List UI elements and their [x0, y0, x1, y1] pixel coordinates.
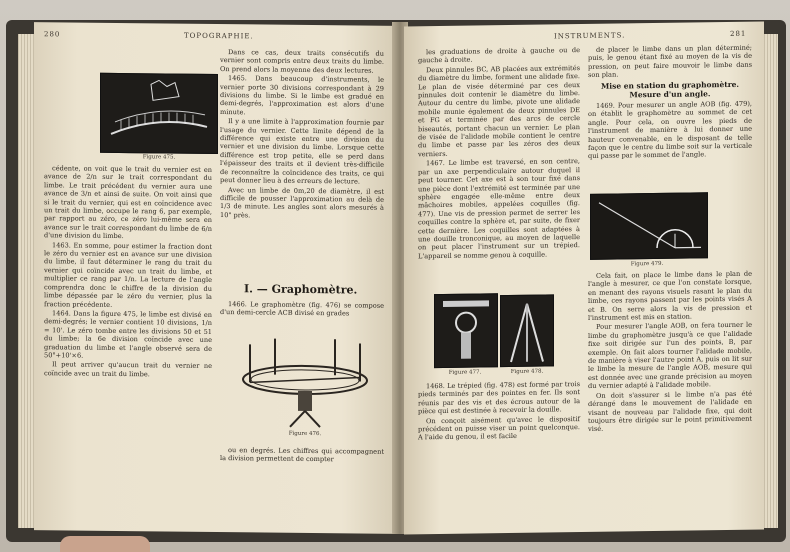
figure-475-caption: Figure 475. [142, 154, 176, 161]
paragraph: 1463. En somme, pour estimer la fraction dont le zéro du vernier est en avance sur une division du limbe, il faut déterminer le rang du trait du vernier qui coïncide avec un trait du limbe, et multiplier ce rang par 1/n. La lecture de l'angle comprendra donc le chiffre de la division du limbe dépassée par le zéro du vernier, plus la fraction précédente. [44, 240, 212, 309]
figure-478-trepied [500, 294, 554, 367]
right-column-2 [588, 100, 752, 162]
left-column-2 [220, 48, 384, 222]
figure-477-genou [434, 293, 498, 368]
paragraph: Pour mesurer l'angle AOB, on fera tourner le limbe du graphomètre jusqu'à ce que l'alidade fixe soit dirigée sur l'un des points, B, par exemple. On fait alors tourner l'alidade mobile, de manière à viser l'autre point A, puis on lit sur le limbe la mesure de l'angle AOB, mesure qui est donnée avec une grande précision au moyen du vernier adapté à l'alidade mobile. [588, 321, 752, 391]
right-page-edges [762, 34, 778, 528]
right-page-number: 281 [730, 29, 747, 38]
right-column-1 [418, 46, 580, 261]
right-column-1-after [418, 380, 580, 443]
paragraph: 1464. Dans la figure 475, le limbe est divisé en demi-degrés; le vernier contient 10 divisions, 1/n = 10'. Le zéro tombe entre les divisions 50 et 51 du limbe; la 6e division coïncide avec une graduation du limbe et l'angle observé sera de 50°+10'×6. [44, 309, 212, 360]
paragraph: On conçoit aisément qu'avec le dispositif précédent on puisse viser un point quelconque. A l'aide du genou, il est facile [418, 414, 580, 442]
left-column-2-bottom [220, 446, 384, 466]
paragraph: Avec un limbe de 0m,20 de diamètre, il est difficile de pousser l'approximation au delà de 1/3 de minute. Les angles sont alors mesurés à 10" près. [220, 185, 384, 220]
figure-479-caption: Figure 479. [630, 260, 664, 268]
left-running-head: TOPOGRAPHIE. [184, 31, 254, 41]
paragraph: Il y a une limite à l'approximation fournie par l'usage du vernier. Cette limite dépend de la différence qui existe entre une division du vernier et une division du limbe. Lorsque cette différence est trop petite, elle se perd dans l'épaisseur des traits et il devient très-difficile de reconnaître la coïncidence des traits, ce qui peut donner lieu à des erreurs de lecture. [220, 117, 384, 186]
paragraph: Il peut arriver qu'aucun trait du vernier ne coïncide avec un trait du limbe. [44, 360, 212, 379]
paragraph: 1465. Dans beaucoup d'instruments, le vernier porte 30 divisions correspondant à 29 divisions du limbe. Si le limbe est gradué en demi-degrés, l'approximation est alors d'une minute. [220, 74, 384, 117]
figure-475-vernier [100, 73, 218, 154]
right-column-2-top [588, 44, 752, 81]
hand-fingertips [60, 536, 150, 552]
figure-477-caption: Figure 477. [448, 369, 482, 376]
paragraph: 1469. Pour mesurer un angle AOB (fig. 479), on établit le graphomètre au sommet de cet angle. Pour cela, on ouvre les pieds de l'instrument de manière à lui donner une hauteur convenable, en le disposant de telle façon que le centre du limbe soit sur la verticale qui passe par le sommet de l'angle. [588, 99, 752, 161]
right-page [404, 21, 764, 534]
right-column-2-after [588, 270, 752, 435]
section-title-graphometre: I. — Graphomètre. [244, 282, 358, 297]
left-page [34, 22, 396, 534]
paragraph: cédente, on voit que le trait du vernier est en avance de 2/n sur le trait correspondant du limbe. Le trait précédent du vernier aura une avance de 3/n et ainsi de suite. On voit ainsi que si le trait du vernier, qui est en coïncidence avec un trait du limbe, occupe le rang 6, par exemple, par rapport au zéro, ce zéro lui-même sera en avance sur le trait correspondant du limbe de 6/n d'une division du limbe. [44, 164, 212, 241]
paragraph: ou en degrés. Les chiffres qui accompagnent la division permettent de compter [220, 446, 384, 464]
figure-476-graphometre [230, 324, 380, 430]
paragraph: On doit s'assurer si le limbe n'a pas été dérangé dans le mouvement de l'alidade en visant de nouveau par l'alidade fixe, qui doit toujours être dirigée sur le point primitivement visé. [588, 389, 752, 434]
figure-478-caption: Figure 478. [510, 368, 544, 376]
paragraph: Dans ce cas, deux traits consécutifs du vernier sont compris entre deux traits du limbe. On prend alors la moyenne des deux lectures. [220, 48, 384, 75]
paragraph: 1468. Le trépied (fig. 478) est formé par trois pieds terminés par des pointes en fer. Ils sont réunis par des vis et des écrous autour de la pièce qui est destinée à recevoir la douille. [418, 380, 580, 416]
paragraph: Cela fait, on place le limbe dans le plan de l'angle à mesurer, ce que l'on constate lorsque, en menant des rayons visuels rasant le plan du limbe, ces rayons passent par les points visés A et B. On serre alors la vis de pression et l'instrument est mis en station. [588, 269, 752, 322]
right-running-head: INSTRUMENTS. [554, 31, 626, 41]
subtitle-mise-en-station: Mise en station du graphomètre. Mesure d'un angle. [600, 79, 740, 100]
figure-476-caption: Figure 476. [288, 430, 322, 438]
figure-479-angle [590, 192, 708, 260]
paragraph: 1466. Le graphomètre (fig. 476) se compose d'un demi-cercle ACB divisé en grades [220, 300, 384, 318]
left-column-1 [44, 164, 212, 380]
paragraph: de placer le limbe dans un plan déterminé; puis, le genou étant fixé au moyen de la vis de pression, on peut faire mouvoir le limbe dans son plan. [588, 43, 752, 80]
paragraph: 1467. Le limbe est traversé, en son centre, par un axe perpendiculaire autour duquel il peut tourner. Cet axe est à son tour fixé dans une pièce dont l'extrémité est terminée par une sphère engagée elle-même entre deux mâchoires mobiles, appelées coquilles (fig. 477). Une vis de pression permet de serrer les coquilles contre la sphère et, par suite, de fixer cette dernière. Les coquilles sont adaptées à une douille tronconique, au moyen de laquelle on peut placer l'instrument sur un trépied. L'appareil se nomme genou à coquille. [418, 157, 580, 261]
paragraph: les graduations de droite à gauche ou de gauche à droite. [418, 46, 580, 65]
left-page-number: 280 [44, 30, 61, 39]
graphometre-intro [220, 300, 384, 320]
paragraph: Deux pinnules BC, AB placées aux extrémités du diamètre du limbe, forment une alidade fixe. Le plan de visée déterminé par ces deux pinnules doit contenir le diamètre du limbe. Autour du centre du limbe, pivote une alidade mobile munie également de deux pinnules DE et FG et terminée par des arcs de cercle biseautés, portant chacun un vernier. Le plan de visée de l'alidade mobile contient le centre du limbe et passe par les zéros des deux verniers. [418, 63, 580, 159]
